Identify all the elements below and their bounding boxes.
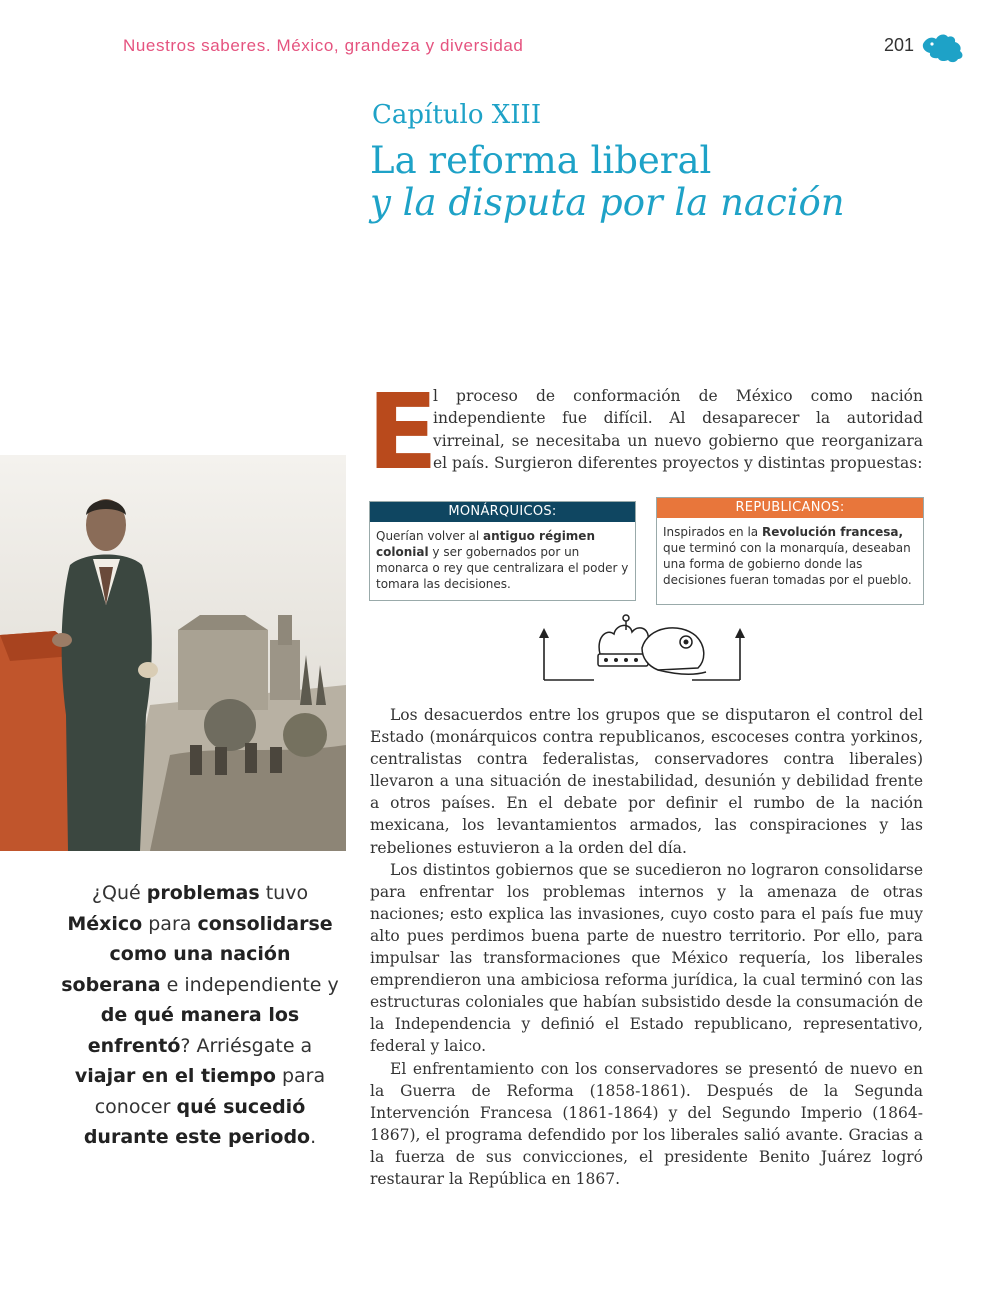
republicanos-text-part: que terminó con la monarquía, deseaban una forma de gobierno donde las decisiones fueran tomadas por el pueblo. <box>663 541 912 587</box>
running-head: Nuestros saberes. México, grandeza y diversidad <box>123 36 524 55</box>
page-number: 201 <box>884 35 915 55</box>
body-paragraph: Los distintos gobiernos que se sucedieron no lograron consolidarse para enfrentar los problemas internos y la amenaza de otras naciones; esto explica las invasiones, cuyo costo para el país fue muy alto pues perdimos buena parte de nuestro territorio. Por ello, para impulsar las transformaciones que México requería, los liberales emprendieron una ambiciosa reforma jurídica, la cual terminó con las estructuras coloniales que habían subsistido desde la consumación de la Independencia y definió el Estado republicano, representativo, federal y laico. <box>370 860 923 1056</box>
guiding-question <box>60 878 340 1153</box>
question-bold: problemas <box>146 882 260 904</box>
intro-paragraph: l proceso de conformación de México como nación independiente fue difícil. Al desaparecer la autoridad virreinal, se necesitaba un nuevo gobierno que reorganizara el país. Surgieron diferentes proyectos y distintas propuestas: <box>433 387 923 472</box>
crown-and-cap-icon <box>530 608 752 684</box>
monarquicos-bold: antiguo régimen colonial <box>376 529 595 559</box>
question-bold: México <box>67 912 143 935</box>
body-paragraph: Los desacuerdos entre los grupos que se disputaron el control del Estado (monárquicos contra republicanos, escoceses contra yorkinos, centralistas contra federalistas, conservadores contra liberales) llevaron a una situación de inestabilidad, desunión y debilidad frente a otros países. En el debate por definir el rumbo de la nación mexicana, los levantamientos armados, las conspiraciones y las rebeliones estuvieron a la orden del día. <box>370 706 923 857</box>
body-paragraph: El enfrentamiento con los conservadores se presentó de nuevo en la Guerra de Reforma (1858-1861). Después de la Segunda Intervención Francesa (1861-1864) y del Segundo Imperio (1864-1867), el programa defendido por los liberales salió avante. Gracias a la fuerza de sus convicciones, el presidente Benito Juárez logró restaurar la República en 1867. <box>370 1059 923 1188</box>
question-bold: qué sucedió durante este periodo <box>83 1095 311 1148</box>
republicanos-box <box>656 497 924 605</box>
dropcap-letter: E <box>367 371 439 493</box>
monarquicos-heading: MONÁRQUICOS: <box>370 502 635 522</box>
chapter-label: Capítulo XIII <box>372 100 542 130</box>
question-text: . <box>310 1126 317 1148</box>
question-bold: de qué manera los enfrentó <box>87 1004 300 1057</box>
chapter-title-line1: La reforma liberal <box>370 139 712 182</box>
republicanos-text <box>657 518 923 594</box>
monarquicos-text-part: y ser gobernados por un monarca o rey que centralizara el poder y tomara las decisiones. <box>376 545 629 591</box>
question-text: e independiente y <box>160 973 339 996</box>
monarquicos-text-part: Querían volver al <box>376 529 483 543</box>
republicanos-heading: REPUBLICANOS: <box>657 498 923 518</box>
question-text: ? Arriésgate a <box>180 1034 313 1057</box>
question-bold: viajar en el tiempo <box>74 1065 276 1087</box>
republicanos-bold: Revolución francesa, <box>761 525 904 539</box>
question-text: para <box>142 912 198 935</box>
question-bold: consolidarse como una nación soberana <box>61 912 333 996</box>
chapter-title-line2: y la disputa por la nación <box>370 181 845 224</box>
republicanos-text-part: Inspirados en la <box>663 525 762 539</box>
question-text: tuvo <box>259 882 309 904</box>
monarquicos-text <box>370 522 635 598</box>
question-text: ¿Qué <box>91 882 147 904</box>
body-text <box>370 704 923 1190</box>
chapter-title <box>370 140 845 224</box>
question-text: para conocer <box>94 1065 326 1118</box>
monarquicos-box <box>369 501 636 601</box>
portrait-illustration <box>0 455 346 851</box>
dropcap <box>367 371 439 493</box>
mexico-map-icon <box>920 30 966 66</box>
